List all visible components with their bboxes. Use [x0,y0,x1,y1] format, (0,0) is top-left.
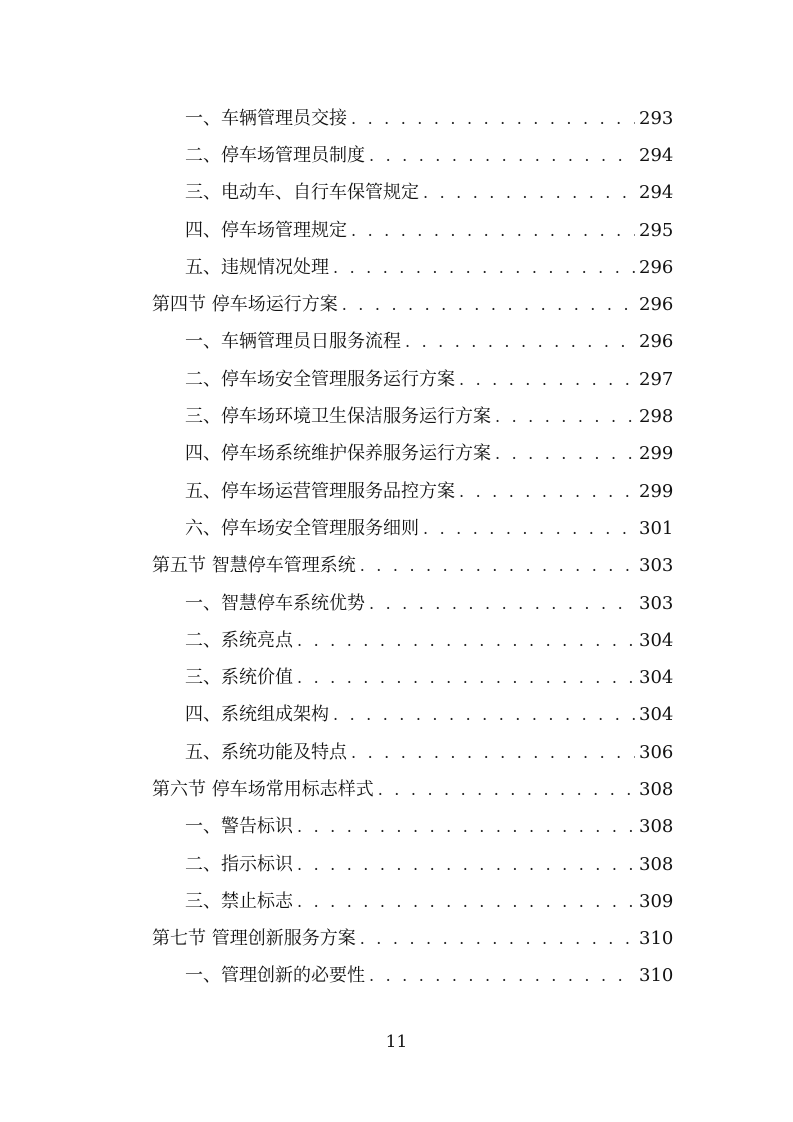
toc-entry-title: 三、停车场环境卫生保洁服务运行方案 [185,406,491,428]
toc-dot-leader [342,294,635,316]
toc-subsection-entry[interactable] [0,734,793,771]
toc-entry-page-number: 310 [639,928,674,950]
toc-entry-title: 第七节 管理创新服务方案 [152,928,356,950]
toc-dot-leader [333,704,635,726]
toc-dot-leader [297,630,635,652]
toc-subsection-entry[interactable] [0,883,793,920]
toc-subsection-entry[interactable] [0,175,793,212]
toc-subsection-entry[interactable] [0,361,793,398]
table-of-contents [0,100,793,995]
toc-dot-leader [333,257,635,279]
toc-entry-page-number: 298 [639,406,674,428]
toc-dot-leader [297,891,635,913]
toc-subsection-entry[interactable] [0,622,793,659]
toc-subsection-entry[interactable] [0,249,793,286]
toc-entry-title: 六、停车场安全管理服务细则 [185,517,419,539]
toc-subsection-entry[interactable] [0,846,793,883]
toc-subsection-entry[interactable] [0,324,793,361]
toc-entry-page-number: 293 [639,107,674,129]
toc-dot-leader [351,220,635,242]
toc-dot-leader [459,481,635,503]
toc-subsection-entry[interactable] [0,473,793,510]
toc-entry-title: 二、停车场管理员制度 [185,144,365,166]
toc-dot-leader [297,667,635,689]
toc-entry-page-number: 304 [639,629,674,651]
toc-entry-page-number: 295 [639,219,674,241]
toc-entry-page-number: 304 [639,667,674,689]
toc-section-entry[interactable] [0,286,793,323]
toc-entry-page-number: 296 [639,294,674,316]
toc-entry-title: 第五节 智慧停车管理系统 [152,555,356,577]
toc-entry-page-number: 297 [639,368,674,390]
toc-entry-page-number: 294 [639,144,674,166]
toc-entry-title: 一、智慧停车系统优势 [185,592,365,614]
toc-subsection-entry[interactable] [0,398,793,435]
toc-entry-title: 一、警告标识 [185,816,293,838]
toc-dot-leader [351,742,635,764]
toc-entry-title: 二、停车场安全管理服务运行方案 [185,368,455,390]
toc-entry-title: 四、停车场管理规定 [185,219,347,241]
toc-dot-leader [369,145,635,167]
toc-dot-leader [378,779,635,801]
toc-entry-page-number: 303 [639,592,674,614]
toc-entry-page-number: 299 [639,443,674,465]
toc-entry-title: 三、系统价值 [185,667,293,689]
toc-dot-leader [495,443,635,465]
toc-entry-title: 二、系统亮点 [185,629,293,651]
toc-entry-page-number: 301 [639,517,674,539]
toc-subsection-entry[interactable] [0,436,793,473]
toc-dot-leader [351,108,635,130]
toc-dot-leader [423,518,635,540]
toc-dot-leader [459,369,635,391]
toc-entry-title: 三、禁止标志 [185,890,293,912]
footer-page-number: 11 [385,1032,408,1052]
toc-entry-page-number: 308 [639,853,674,875]
toc-subsection-entry[interactable] [0,100,793,137]
toc-entry-title: 第四节 停车场运行方案 [152,294,338,316]
toc-subsection-entry[interactable] [0,958,793,995]
toc-dot-leader [423,182,635,204]
toc-entry-title: 五、系统功能及特点 [185,741,347,763]
toc-entry-page-number: 304 [639,704,674,726]
toc-dot-leader [369,593,635,615]
toc-entry-page-number: 296 [639,256,674,278]
toc-entry-title: 第六节 停车场常用标志样式 [152,778,374,800]
toc-entry-title: 一、车辆管理员交接 [185,107,347,129]
toc-section-entry[interactable] [0,771,793,808]
toc-dot-leader [495,406,635,428]
toc-entry-title: 二、指示标识 [185,853,293,875]
toc-entry-title: 四、停车场系统维护保养服务运行方案 [185,443,491,465]
toc-dot-leader [360,555,635,577]
toc-entry-title: 一、管理创新的必要性 [185,965,365,987]
toc-entry-title: 五、违规情况处理 [185,256,329,278]
toc-entry-page-number: 310 [639,965,674,987]
toc-entry-title: 四、系统组成架构 [185,704,329,726]
toc-subsection-entry[interactable] [0,137,793,174]
toc-entry-page-number: 296 [639,331,674,353]
toc-dot-leader [405,331,635,353]
toc-entry-page-number: 308 [639,778,674,800]
toc-entry-page-number: 308 [639,816,674,838]
toc-subsection-entry[interactable] [0,585,793,622]
toc-entry-page-number: 306 [639,741,674,763]
toc-entry-title: 三、电动车、自行车保管规定 [185,182,419,204]
toc-entry-page-number: 303 [639,555,674,577]
toc-subsection-entry[interactable] [0,697,793,734]
toc-dot-leader [369,965,635,987]
toc-entry-page-number: 299 [639,480,674,502]
toc-dot-leader [297,854,635,876]
toc-subsection-entry[interactable] [0,809,793,846]
toc-entry-page-number: 294 [639,182,674,204]
toc-entry-title: 一、车辆管理员日服务流程 [185,331,401,353]
toc-dot-leader [360,928,635,950]
toc-subsection-entry[interactable] [0,659,793,696]
toc-dot-leader [297,816,635,838]
toc-section-entry[interactable] [0,548,793,585]
toc-subsection-entry[interactable] [0,212,793,249]
toc-entry-page-number: 309 [639,890,674,912]
toc-entry-title: 五、停车场运营管理服务品控方案 [185,480,455,502]
toc-section-entry[interactable] [0,921,793,958]
toc-subsection-entry[interactable] [0,510,793,547]
